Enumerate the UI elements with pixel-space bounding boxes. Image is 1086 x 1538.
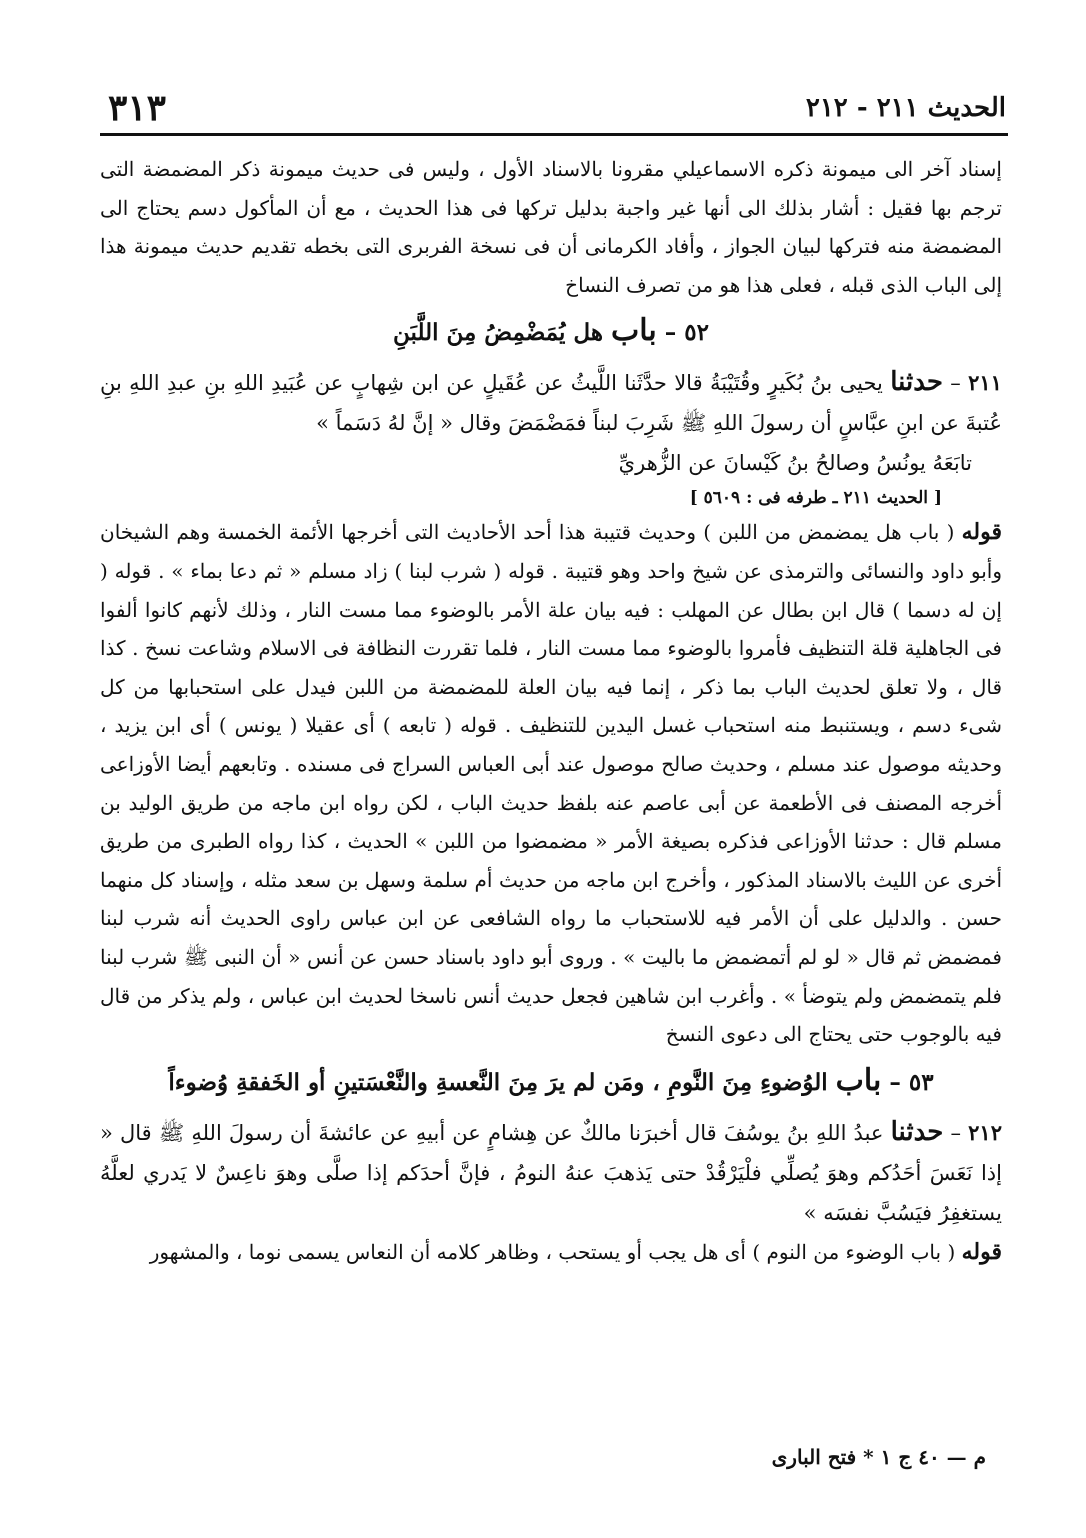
page-number: ٣١٣ <box>108 87 167 129</box>
intro-paragraph: إسناد آخر الى ميمونة ذكره الاسماعيلي مقرونا بالاسناد الأول ، وليس فى حديث ميمونة ذكر المضمضة التى ترجم بها فقيل : أشار بذلك الى أنها غير واجبة بدليل تركها فى هذا الحديث ، مع أن المأكول دسم يحتاج الى المضمضة منه فتركها لبيان الجواز ، وأفاد الكرمانى أن فى نسخة الفربرى التى بخطه تقديم حديث ميمونة هذا إلى الباب الذى قبله ، فعلى هذا هو من تصرف النساخ <box>100 157 1002 297</box>
chapter-dash: – <box>889 1068 901 1096</box>
commentary-text: ( باب هل يمضمض من اللبن ) وحديث قتيبة هذا أحد الأحاديث التى أخرجها الأئمة الخمسة وهم الشيخان وأبو داود والنسائى والترمذى عن شيخ واحد وهو قتيبة . قوله ( شرب لبنا ) زاد مسلم « ثم دعا بماء » . قوله ( إن له دسما ) قال ابن بطال عن المهلب : فيه بيان علة الأمر بالوضوء مما مست النار ، وذلك لأنهم كانوا ألفوا فى الجاهلية قلة التنظيف فأمروا بالوضوء مما مست النار ، فلما تقررت النظافة فى الاسلام وشاعت نسخ . كذا قال ، ولا تعلق لحديث الباب بما ذكر ، إنما فيه بيان العلة للمضمضة من اللبن فيدل على استحبابها من كل شىء دسم ، ويستنبط منه استحباب غسل اليدين للتنظيف . قوله ( تابعه ) أى عقيلا ( يونس ) أى ابن يزيد ، وحديثه موصول عند مسلم ، وحديث صالح موصول عند أبى العباس السراج فى مسنده . وتابعهم أيضا الأوزاعى أخرجه المصنف فى الأطعمة عن أبى عاصم عنه بلفظ حديث الباب ، لكن رواه ابن ماجه من طريق الوليد بن مسلم قال : حدثنا الأوزاعى فذكره بصيغة الأمر « مضمضوا من اللبن » الحديث ، كذا رواه الطبرى من طريق أخرى عن الليث بالاسناد المذكور ، وأخرج ابن ماجه من حديث أم سلمة وسهل بن سعد مثله ، وإسناد كل منهما حسن . والدليل على أن الأمر فيه للاستحباب ما رواه الشافعى عن ابن عباس راوى الحديث أنه شرب لبنا فمضمض ثم قال « لو لم أتمضمض ما باليت » . وروى أبو داود باسناد حسن عن أنس « أن النبى ﷺ شرب لبنا فلم يتمضمض ولم يتوضأ » . وأغرب ابن شاهين فجعل حديث أنس ناسخا لحديث ابن عباس ، ولم يذكر من قال فيه بالوجوب حتى يحتاج الى دعوى النسخ <box>100 520 1002 1047</box>
hadith-mutaba: تابَعَهُ يونُسُ وصالحُ بنُ كَيْسانَ عن الزُّهريِّ <box>618 451 972 476</box>
hadith-number: ٢١١ <box>968 370 1002 396</box>
hadith-text: يحيى بنُ بُكَيرٍ وقُتَيْبَةُ قالا حدَّثَنا اللَّيثُ عن عُقَيلٍ عن ابن شِهابٍ عن عُبَيدِ اللهِ بنِ عبدِ اللهِ بنِ عُتبةَ عن ابنِ عبَّاسٍ أن رسولَ اللهِ ﷺ شَرِبَ لبناً فمَضْمَضَ وقال « إنَّ لهُ دَسَماً » <box>100 371 1002 436</box>
hadith-text: عبدُ اللهِ بنُ يوسُفَ قال أخبرَنا مالكٌ عن هِشامٍ عن أبيهِ عن عائشةَ أن رسولَ اللهِ ﷺ قال « إذا نَعَسَ أحَدُكم وهوَ يُصلِّي فلْيَرْقُدْ حتى يَذهبَ عنهُ النومُ ، فإنَّ أحدَكم إذا صلَّى وهوَ ناعِسٌ لا يَدري لعلَّهُ يستغفِرُ فيَسُبَّ نفسَه » <box>100 1120 1002 1225</box>
chapter-bab-word: باب <box>611 313 657 349</box>
chapter-title: الوُضوءِ مِنَ النَّومِ ، ومَن لم يرَ مِنَ النَّعسةِ والنَّعْسَتينِ أو الخَفقةِ وُضوءاً <box>168 1068 828 1096</box>
page-header <box>108 86 1006 130</box>
page-footer-signature: م — ٤٠ ج ١ * فتح البارى <box>771 1445 986 1469</box>
hadith-212 <box>100 1112 1002 1233</box>
hadith-number: ٢١٢ <box>968 1119 1002 1145</box>
chapter-number: ٥٢ <box>684 319 709 347</box>
hadith-dash: – <box>950 1120 961 1145</box>
chapter-number: ٥٣ <box>908 1068 934 1096</box>
haddathana-label: حدثنا <box>890 1116 944 1147</box>
hadith-211 <box>100 362 1002 443</box>
qawl-label: قوله <box>961 519 1002 546</box>
commentary-paragraph <box>100 513 1002 1053</box>
hadith-dash: – <box>950 371 961 396</box>
chapter-heading-53 <box>100 1058 1002 1106</box>
commentary-text: ( باب الوضوء من النوم ) أى هل يجب أو يستحب ، وظاهر كلامه أن النعاس يسمى نوما ، والمشهور <box>149 1239 956 1264</box>
chapter-bab-word: باب <box>835 1062 882 1098</box>
header-rule <box>100 133 1008 136</box>
haddathana-label: حدثنا <box>890 367 943 398</box>
chapter-title: هل يُمَضْمِضُ مِنَ اللَّبَنِ <box>393 319 603 347</box>
commentary-paragraph <box>100 1233 1002 1272</box>
chapter-dash: – <box>664 319 677 347</box>
chapter-heading-52 <box>100 308 1002 356</box>
qawl-label: قوله <box>961 1238 1002 1265</box>
hadith-cross-reference: [ الحديث ٢١١ ـ طرفه فى : ٥٦٠٩ ] <box>689 488 942 509</box>
running-title: الحديث ٢١١ - ٢١٢ <box>805 93 1006 123</box>
page-body <box>100 150 1002 1271</box>
